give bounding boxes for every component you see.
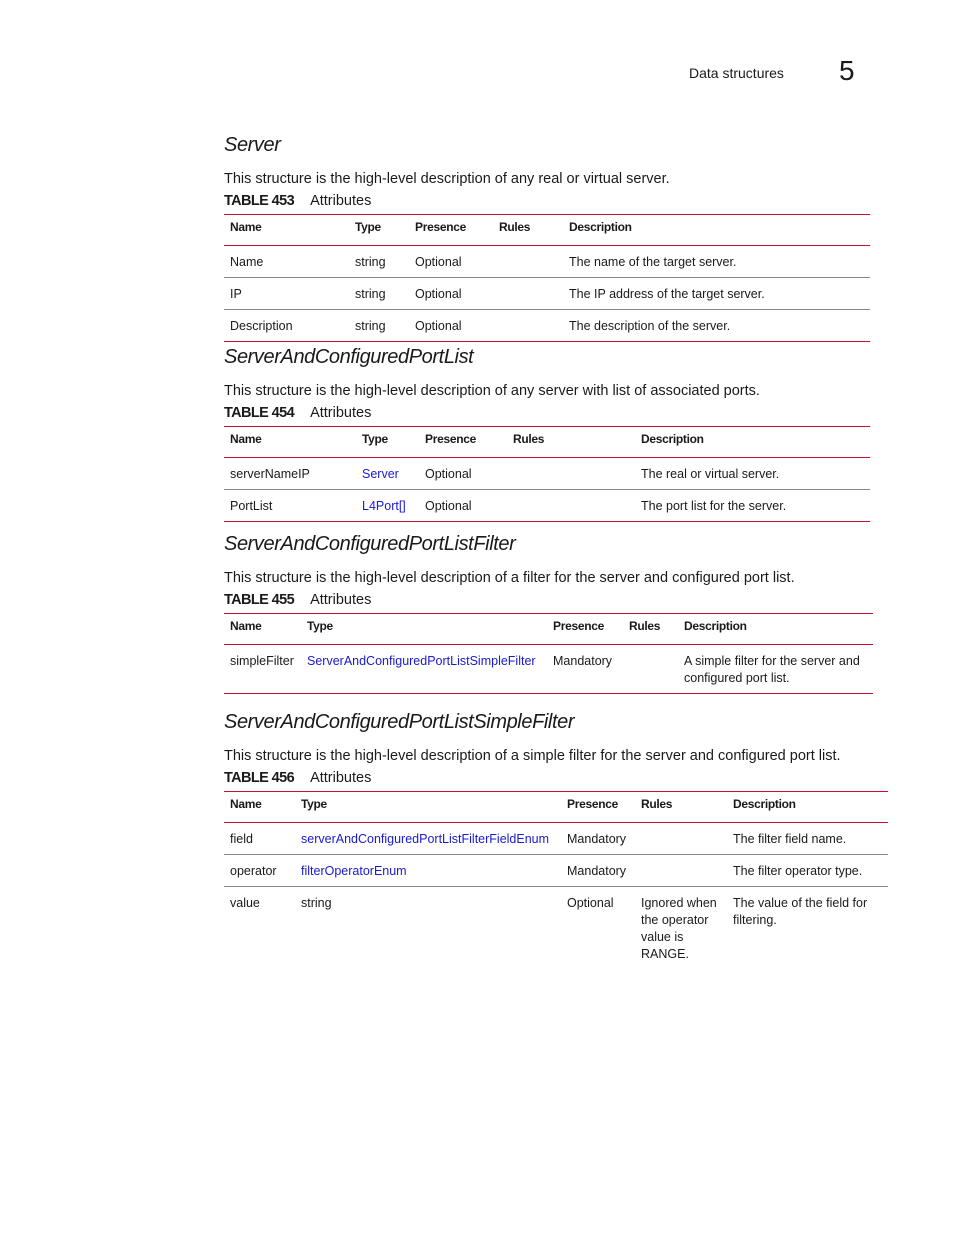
header-presence: Presence [553, 619, 604, 633]
cell-name: simpleFilter [230, 654, 294, 668]
header-type: Type [301, 797, 327, 811]
section-server-and-configured-port-list-filter [224, 533, 873, 694]
header-presence: Presence [425, 432, 476, 446]
cell-type: string [355, 255, 386, 269]
attributes-table [224, 214, 870, 342]
operator-enum-type-link[interactable]: filterOperatorEnum [301, 864, 407, 878]
section-title: ServerAndConfiguredPortListFilter [224, 533, 516, 555]
cell-rules [635, 823, 727, 855]
section-description: This structure is the high-level description of any real or virtual server. [224, 171, 670, 187]
cell-description: A simple filter for the server and configured port list. [684, 654, 860, 685]
header-name: Name [230, 619, 262, 633]
attributes-table [224, 613, 873, 694]
table-header-row [224, 614, 873, 645]
header-type: Type [362, 432, 388, 446]
cell-rules [493, 246, 563, 278]
header-description: Description [641, 432, 704, 446]
cell-presence: Optional [425, 467, 472, 481]
header-rules: Rules [629, 619, 661, 633]
section-description: This structure is the high-level description of any server with list of associated ports. [224, 383, 760, 399]
cell-presence: Mandatory [567, 864, 627, 878]
cell-description: The IP address of the target server. [569, 287, 765, 301]
table-row [224, 246, 870, 278]
cell-rules [623, 645, 678, 694]
table-caption-text: Attributes [310, 193, 372, 209]
cell-type: string [355, 319, 386, 333]
section-description: This structure is the high-level description of a simple filter for the server and configured port list. [224, 748, 841, 764]
table-caption-text: Attributes [310, 592, 372, 608]
cell-presence: Optional [425, 499, 472, 513]
header-description: Description [733, 797, 796, 811]
cell-description: The name of the target server. [569, 255, 737, 269]
table-number: TABLE 453 [224, 193, 295, 209]
table-caption-text: Attributes [310, 405, 372, 421]
header-description: Description [684, 619, 747, 633]
table-row [224, 278, 870, 310]
cell-name: serverNameIP [230, 467, 310, 481]
table-caption-text: Attributes [310, 770, 372, 786]
header-rules: Rules [513, 432, 545, 446]
section-server-and-configured-port-list-simple-filter [224, 711, 888, 969]
table-caption [224, 592, 873, 608]
table-number: TABLE 455 [224, 592, 295, 608]
table-row [224, 645, 873, 694]
cell-name: operator [230, 864, 277, 878]
header-presence: Presence [567, 797, 618, 811]
table-row [224, 458, 870, 490]
section-title: ServerAndConfiguredPortListSimpleFilter [224, 711, 575, 733]
table-header-row [224, 215, 870, 246]
attributes-table [224, 426, 870, 522]
header-name: Name [230, 797, 262, 811]
cell-name: Name [230, 255, 264, 269]
cell-rules: Ignored when the operator value is RANGE. [641, 896, 717, 961]
header-rules: Rules [499, 220, 531, 234]
table-row [224, 310, 870, 342]
table-row [224, 887, 888, 970]
cell-presence: Optional [415, 287, 462, 301]
header-type: Type [307, 619, 333, 633]
cell-presence: Optional [415, 255, 462, 269]
table-number: TABLE 454 [224, 405, 295, 421]
simple-filter-type-link[interactable]: ServerAndConfiguredPortListSimpleFilter [307, 654, 536, 668]
header-presence: Presence [415, 220, 466, 234]
cell-type: string [301, 896, 332, 910]
header-name: Name [230, 432, 262, 446]
cell-rules [635, 855, 727, 887]
section-server [224, 134, 870, 342]
table-header-row [224, 792, 888, 823]
table-row [224, 855, 888, 887]
header-rules: Rules [641, 797, 673, 811]
table-header-row [224, 427, 870, 458]
cell-description: The description of the server. [569, 319, 731, 333]
header-description: Description [569, 220, 632, 234]
cell-presence: Mandatory [567, 832, 627, 846]
cell-name: IP [230, 287, 242, 301]
table-number: TABLE 456 [224, 770, 295, 786]
cell-rules [493, 310, 563, 342]
cell-description: The port list for the server. [641, 499, 787, 513]
header-type: Type [355, 220, 381, 234]
table-caption [224, 770, 888, 786]
cell-presence: Mandatory [553, 654, 613, 668]
chapter-number: 5 [839, 55, 855, 86]
table-caption [224, 193, 870, 209]
cell-description: The real or virtual server. [641, 467, 780, 481]
cell-description: The value of the field for filtering. [733, 896, 868, 927]
cell-name: Description [230, 319, 293, 333]
cell-presence: Optional [415, 319, 462, 333]
cell-rules [493, 278, 563, 310]
table-caption [224, 405, 870, 421]
cell-presence: Optional [567, 896, 614, 910]
section-server-and-configured-port-list [224, 346, 870, 522]
server-type-link[interactable]: Server [362, 467, 399, 481]
section-title: Server [224, 134, 281, 156]
cell-name: field [230, 832, 253, 846]
l4port-type-link[interactable]: L4Port[] [362, 499, 406, 513]
cell-name: value [230, 896, 260, 910]
section-title: ServerAndConfiguredPortList [224, 346, 474, 368]
cell-name: PortList [230, 499, 273, 513]
cell-description: The filter field name. [733, 832, 847, 846]
cell-rules [507, 458, 635, 490]
cell-description: The filter operator type. [733, 864, 863, 878]
field-enum-type-link[interactable]: serverAndConfiguredPortListFilterFieldEnum [301, 832, 550, 846]
attributes-table [224, 791, 888, 969]
header-name: Name [230, 220, 262, 234]
cell-type: string [355, 287, 386, 301]
table-row [224, 823, 888, 855]
page-header-title: Data structures [689, 65, 784, 81]
table-row [224, 490, 870, 522]
section-description: This structure is the high-level description of a filter for the server and configured port list. [224, 570, 795, 586]
cell-rules [507, 490, 635, 522]
